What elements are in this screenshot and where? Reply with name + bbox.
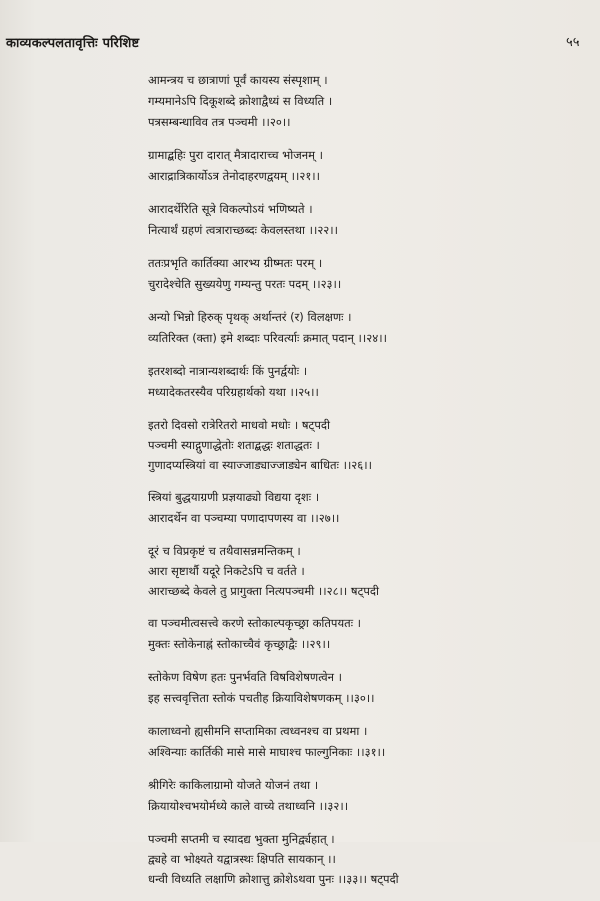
verse-line: आरा सृष्टार्थौ यदूरे निकटेऽपि च वर्तते । <box>148 564 305 578</box>
verse-line: इतरशब्दो नात्रान्यशब्दार्थः किं पुनर्द्वयोः । <box>148 364 308 378</box>
verse-line: स्त्रियां बुद्धयाग्रणी प्रज्ञयाढ्यो विद्यया दृशः । <box>148 490 320 504</box>
verse-20 <box>148 70 588 133</box>
verse-line: आराद्रात्रिकार्योऽत्र तेनोदाहरणद्वयम् ।।२१।। <box>148 169 321 183</box>
verse-line: आराच्छब्दे केवले तु प्रागुक्ता नित्यपञ्चमी ।।२८।। षट्पदी <box>148 584 379 598</box>
verse-line: गुणादप्यस्त्रियां वा स्याज्जाड्याज्जाड्येन बाधितः ।।२६।। <box>148 458 372 472</box>
verse-line: दूरं च विप्रकृष्टं च तथैवासन्नमन्तिकम् । <box>148 544 301 558</box>
verse-27 <box>148 487 588 529</box>
verse-line: आरादर्थेन वा पञ्चम्या पणादापणस्य वा ।।२७।। <box>148 511 340 525</box>
running-header-title: काव्यकल्पलतावृत्तिः परिशिष्ट <box>6 36 140 51</box>
page-number: ५५ <box>566 35 580 50</box>
verse-line: पत्रसम्बन्धाविव तत्र पञ्चमी ।।२०।। <box>148 115 291 129</box>
verse-line: ग्रामाद्बहिः पुरा दारात् मैत्रादाराच्च भोजनम् । <box>148 148 324 162</box>
verse-line: इतरो दिवसो रात्रेरितरो माधवो मधोः । षट्पदी <box>148 418 330 432</box>
verse-23 <box>148 253 588 295</box>
verse-line: श्रीगिरेः काकिलाग्रामो योजते योजनं तथा । <box>148 778 319 792</box>
verse-28 <box>148 541 588 601</box>
verse-31 <box>148 721 588 763</box>
verse-21 <box>148 145 588 187</box>
verse-22 <box>148 199 588 241</box>
verse-block <box>148 70 588 901</box>
verse-line: पञ्चमी सप्तमी च स्यादद्य भुक्ता मुनिर्द्व्यहात् । <box>148 832 335 846</box>
verse-line: वा पञ्चमीत्वसत्त्वे करणे स्तोकाल्पकृच्छ्रा कतिपयतः । <box>148 616 362 630</box>
verse-line: चुरादेश्चेति सुख्ययेणु गम्यन्तु परतः पदम् ।।२३।। <box>148 277 342 291</box>
verse-line: कालाध्वनो ह्यसीमनि सप्तामिका त्वध्वनश्च वा प्रथमा । <box>148 724 368 738</box>
verse-line: ततःप्रभृति कार्तिक्या आरभ्य ग्रीष्मतः परम् । <box>148 256 323 270</box>
verse-29 <box>148 613 588 655</box>
verse-line: स्तोकेण विषेण हतः पुनर्भवति विषविशेषणत्वेन । <box>148 670 343 684</box>
verse-30 <box>148 667 588 709</box>
verse-line: द्व्यहे वा भोक्ष्यते यद्वात्रस्थः क्षिपति सायकान् ।। <box>148 852 336 866</box>
verse-24 <box>148 307 588 349</box>
verse-line: इह सत्त्ववृत्तिता स्तोकं पचतीह क्रियाविशेषणकम् ।।३०।। <box>148 691 375 705</box>
verse-line: अश्विन्याः कार्तिकी मासे मासे माघाश्च फाल्गुनिकाः ।।३१।। <box>148 745 386 759</box>
verse-line: व्यतिरिक्त (क्ता) इमे शब्दाः परिवर्त्याः क्रमात् पदान् ।।२४।। <box>148 331 387 345</box>
verse-26 <box>148 415 588 475</box>
verse-25 <box>148 361 588 403</box>
verse-33 <box>148 829 588 889</box>
verse-line: गम्यमानेऽपि दिकूशब्दे क्रोशाद्वैध्यं स विध्यति । <box>148 94 333 108</box>
verse-line: अन्यो भिन्नो हिरुक् पृथक् अर्थान्तरं (र) विलक्षणः । <box>148 310 352 324</box>
verse-line: धन्वी विध्यति लक्षाणि क्रोशात्तु क्रोशेऽथवा पुनः ।।३३।। षट्पदी <box>148 872 399 886</box>
verse-line: नित्यार्थं ग्रहणं त्वत्राराच्छब्दः केवलस्तथा ।।२२।। <box>148 223 338 237</box>
verse-line: पञ्चमी स्याद्गुणाद्धेतोः शताद्बद्धः शताद्धतः । <box>148 438 320 452</box>
verse-line: मध्यादेकतरस्यैव परिग्रहार्थको यथा ।।२५।। <box>148 385 319 399</box>
verse-line: मुक्तः स्तोकेनाह्नं स्तोकाच्चैवं कृच्छ्राद्वैः ।।२९।। <box>148 637 331 651</box>
verse-32 <box>148 775 588 817</box>
verse-line: आरादर्थेरिति सूत्रे विकल्पोऽयं भणिष्यते । <box>148 202 313 216</box>
verse-line: आमन्त्रय च छात्राणां पूर्वं कायस्य संस्पृशाम् । <box>148 73 328 87</box>
verse-line: क्रियायोश्चभयोर्मध्ये काले वाच्ये तथाध्वनि ।।३२।। <box>148 799 349 813</box>
